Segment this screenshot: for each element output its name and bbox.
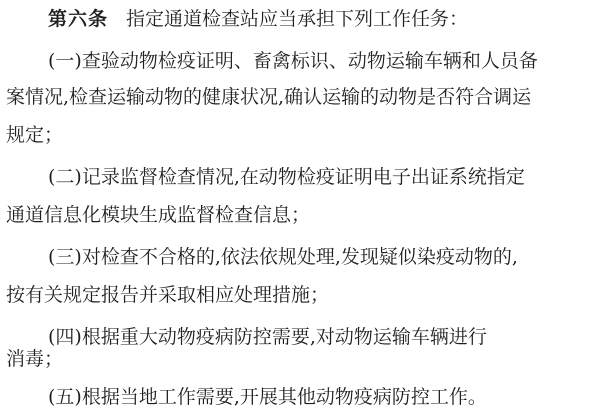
paragraph-text: 案情况,检查运输动物的健康状况,确认运输的动物是否符合调运 [6,86,532,108]
paragraph-line [0,116,600,154]
paragraph-text: (二)记录监督检查情况,在动物检疫证明电子出证系统指定 [48,166,525,188]
paragraph-text: 规定； [6,124,64,146]
paragraph-line [0,340,600,378]
paragraph-line [0,78,600,116]
paragraph-text: 按有关规定报告并采取相应处理措施； [6,284,330,306]
paragraph-line [0,196,600,234]
paragraph-text: 消毒； [6,348,64,370]
paragraph-line [0,158,600,196]
paragraph-text: (四)根据重大动物疫病防控需要,对动物运输车辆进行 [48,326,487,348]
article-heading: 指定通道检查站应当承担下列工作任务： [126,8,469,30]
paragraph-text: (三)对检查不合格的,依法依规处理,发现疑似染疫动物的, [48,246,518,268]
article-number: 第六条 [48,8,109,30]
article-heading-line [0,0,600,38]
paragraph-text: (五)根据当地工作需要,开展其他动物疫病防控工作。 [48,386,487,408]
paragraph-line [0,276,600,314]
paragraph-line [0,238,600,276]
paragraph-line [0,378,600,416]
paragraph-text: (一)查验动物检疫证明、畜禽标识、动物运输车辆和人员备 [48,50,538,72]
paragraph-text: 通道信息化模块生成监督检查信息； [6,204,311,226]
paragraph-line [0,42,600,80]
